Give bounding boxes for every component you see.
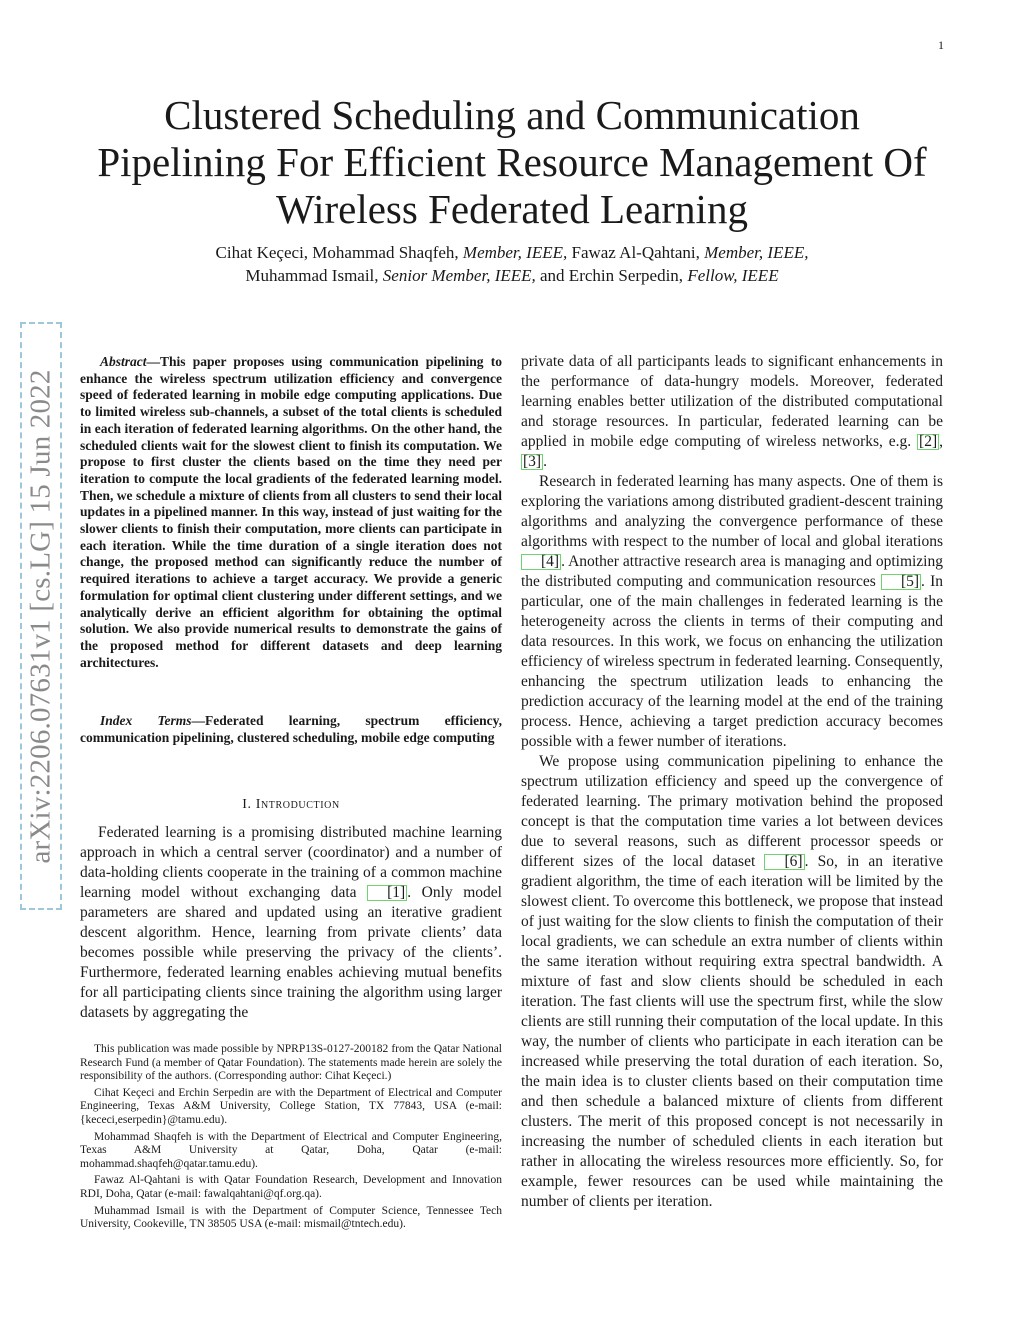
- right-text-end: .: [543, 453, 547, 470]
- footnote-affiliation-3: Fawaz Al-Qahtani is with Qatar Foundation Research, Development and Innovation RDI, Doha, Qatar (e-mail: fawalqahtani@qf.org.qa).: [80, 1174, 502, 1200]
- footnote-affiliation-2: Mohammad Shaqfeh is with the Department of Electrical and Computer Engineering, Texas A&M University at Qatar, Doha, Qatar (e-mail: mohammad.shaqfeh@qatar.tamu.edu).: [80, 1130, 502, 1170]
- intro-text-2: . Only model parameters are shared and updated using an iterative gradient descent algorithm. Hence, learning from private clients’ data becomes possible while preserving the privacy of the clients’. Furthermore, federated learning enables achieving mutual benefits for all participating clients since training the algorithm using larger datasets by aggregating the: [80, 884, 502, 1021]
- citation-link-3[interactable]: [3]: [523, 453, 542, 470]
- paper-title: Clustered Scheduling and Communication Pipelining For Efficient Resource Management Of Wireless Federated Learning: [97, 92, 927, 232]
- author-membership-1: Member, IEEE,: [462, 243, 568, 262]
- citation-link-4[interactable]: [4]: [521, 554, 561, 570]
- author-names-2: Fawaz Al-Qahtani,: [567, 243, 705, 262]
- right-text-5: We propose using communication pipelining to enhance the spectrum utilization efficiency and speed up the convergence of federated learning. The primary motivation behind the proposed concept is that the computation time varies a lot between devices due to several reasons, such as different processor speeds or different sizes of the local dataset: [521, 753, 943, 870]
- index-terms: [80, 713, 502, 746]
- author-list: [80, 241, 944, 287]
- right-text-6: . So, in an iterative gradient algorithm, the time of each iteration will be limited by the slowest client. To overcome this bottleneck, we propose that instead of just waiting for the slow clients to finish the computation of their local gradients, we can schedule an extra number of clients within the same iteration without requiring extra spectral bandwidth. A mixture of fast and slow clients should be scheduled in each iteration. The fast clients will use the spectrum first, while the slow clients are still running their computation of the local update. In this way, the number of clients who participate in each iteration can be increased while preserving the total duration of each iteration. So, the main idea is to cluster clients based on their computation time and then schedule a balanced mixture of clients from different clusters. The merit of this proposed concept is not necessarily in increasing the number of scheduled clients in each iteration but rather in allocating the wireless resources more efficiently. So, for example, fewer resources can be used while maintaining the number of clients per iteration.: [521, 853, 943, 1210]
- section-title: Introduction: [255, 797, 340, 812]
- footnote-affiliation-1: Cihat Keçeci and Erchin Serpedin are with the Department of Electrical and Computer Engineering, Texas A&M University, College Station, TX 77843, USA (e-mail: {kececi,eserpedin}@tamu.edu).: [80, 1086, 502, 1126]
- abstract: [80, 354, 502, 671]
- author-names-4: and Erchin Serpedin,: [535, 266, 688, 285]
- introduction-body: [80, 823, 502, 1023]
- abstract-label: Abstract: [100, 354, 147, 369]
- right-paragraph-2: [521, 472, 943, 752]
- citation-link-2[interactable]: [2]: [919, 433, 938, 450]
- section-number: I.: [242, 797, 252, 812]
- right-paragraph-3: [521, 752, 943, 1212]
- author-membership-2: Member, IEEE,: [704, 243, 809, 262]
- right-paragraph-1: [521, 352, 943, 472]
- right-column-body: [521, 352, 943, 1212]
- page-number: 1: [938, 38, 944, 52]
- arxiv-identifier-stamp[interactable]: [20, 322, 62, 910]
- right-text-3: . Another attractive research area is managing and optimizing the distributed computing and communication resources: [521, 553, 943, 590]
- footnote-funding: This publication was made possible by NPRP13S-0127-200182 from the Qatar National Research Fund (a member of Qatar Foundation). The statements made herein are solely the responsibility of the authors. (Corresponding author: Cihat Keçeci.): [80, 1043, 502, 1083]
- author-names-1: Cihat Keçeci, Mohammad Shaqfeh,: [215, 243, 463, 262]
- intro-text-1: Federated learning is a promising distributed machine learning approach in which a central server (coordinator) and a number of data-holding clients cooperate in the training of a common machine learning model without exchanging data: [80, 824, 502, 901]
- author-membership-4: Fellow, IEEE: [687, 266, 779, 285]
- section-heading-introduction: [80, 797, 502, 813]
- author-membership-3: Senior Member, IEEE,: [382, 266, 536, 285]
- author-line-1: [80, 241, 944, 264]
- author-names-3: Muhammad Ismail,: [245, 266, 383, 285]
- abstract-text: —This paper proposes using communication pipelining to enhance the wireless spectrum utilization efficiency and convergence speed of federated learning in mobile edge computing applications. Due to limited wireless sub-channels, a subset of the total clients is scheduled in each iteration of federated learning algorithms. On the other hand, the scheduled clients wait for the slowest client to finish its computation. We propose to first cluster the clients based on the time they need per iteration to compute the local gradients of the federated learning model. Then, we schedule a mixture of clients from all clusters to send their local updates in a pipelined manner. In this way, instead of just waiting for the slower clients to finish their computation, more clients can participate in each iteration. While the time duration of a single iteration does not change, the proposed method can significantly reduce the number of required iterations to achieve a target accuracy. We provide a generic formulation for optimal client clustering under different settings, and we analytically derive an efficient algorithm for obtaining the optimal solution. We also provide numerical results to demonstrate the gains of the proposed method for different datasets and deep learning architectures.: [80, 354, 502, 670]
- index-terms-text: —Federated learning, spectrum efficiency, communication pipelining, clustered scheduling, mobile edge computing: [80, 713, 502, 745]
- footnote-affiliation-4: Muhammad Ismail is with the Department of Computer Science, Tennessee Tech University, Cookeville, TN 38505 USA (e-mail: mismail@tntech.edu).: [80, 1204, 502, 1231]
- right-text-2: Research in federated learning has many aspects. One of them is exploring the variations among distributed gradient-descent training algorithms and analyzing the convergence performance of these algorithms with respect to the number of local and global iterations: [521, 473, 943, 550]
- footnotes: [80, 1043, 502, 1235]
- citation-link-5[interactable]: [5]: [881, 574, 921, 590]
- intro-paragraph-1: [80, 823, 502, 1023]
- author-line-2: [80, 264, 944, 287]
- right-text-4: . In particular, one of the main challenges in federated learning is the heterogeneity across the clients in terms of their computing and data resources. In this work, we focus on enhancing the utilization efficiency of wireless spectrum in federated learning. Consequently, enhancing the spectrum utilization leads to enhancing the prediction accuracy of the learning model at the end of the training process. Hence, achieving a target prediction accuracy becomes possible with a fewer number of iterations.: [521, 573, 943, 750]
- right-text-1: private data of all participants leads to significant enhancements in the performance of data-hungry models. Moreover, federated learning enables better utilization of the distributed computational and storage resources. In particular, federated learning can be applied in mobile edge computing of wireless networks, e.g.: [521, 353, 943, 450]
- arxiv-identifier-text: arXiv:2206.07631v1 [cs.LG] 15 Jun 2022: [24, 368, 57, 864]
- citation-link-6[interactable]: [6]: [764, 854, 804, 870]
- index-terms-label: Index Terms: [100, 713, 192, 728]
- citation-separator: ,: [939, 433, 943, 450]
- citation-link-1[interactable]: [1]: [367, 885, 407, 901]
